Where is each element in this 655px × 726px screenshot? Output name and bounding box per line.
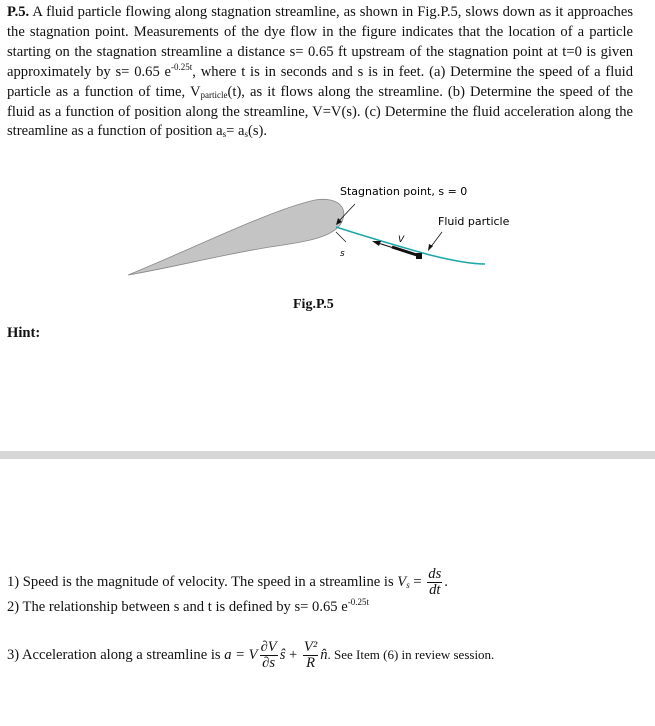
problem-subscript-particle: particle (200, 89, 228, 100)
problem-text-5: (s). (248, 123, 268, 140)
hint-item-3 (7, 640, 494, 671)
v-label: V (398, 235, 405, 245)
problem-exponent: -0.25t (171, 61, 193, 72)
airfoil-body (128, 199, 344, 275)
item3-a: a (224, 646, 232, 663)
s-label: s (340, 249, 345, 259)
item3-n-hat: n̂ (320, 646, 328, 663)
item1-den: dt (429, 582, 441, 598)
item3-num1: ∂V (260, 639, 277, 655)
hint-item-1 (7, 567, 448, 598)
item1-lhs-sub: s (406, 579, 410, 590)
item1-text: 1) Speed is the magnitude of velocity. The speed in a streamline is (7, 573, 398, 590)
hint-label: Hint: (7, 325, 41, 341)
problem-statement (7, 3, 633, 142)
problem-subscript-s1: s (222, 129, 227, 140)
hint-item-2 (7, 599, 369, 616)
item3-den1: ∂s (262, 655, 276, 671)
item2-exp: -0.25t (347, 597, 369, 607)
item1-fraction (427, 567, 442, 598)
item3-fraction-1 (260, 640, 278, 671)
item3-plus: + (285, 646, 301, 663)
item3-s-hat: ŝ (279, 646, 286, 663)
item3-end: . See Item (6) in review session. (327, 646, 495, 662)
fluid-particle-label: Fluid particle (438, 215, 510, 228)
problem-text-3: (t), as it flows along the streamline. (b) Determine the speed of the fluid as a function of position along the streamline, V=V(s). (c) Determine the fluid acceleration along the streamline as a function of position a (7, 83, 633, 140)
item1-num: ds (428, 566, 442, 582)
item3-eq: = V (231, 646, 258, 663)
figure-svg (100, 180, 530, 300)
item1-lhs: V (397, 573, 407, 590)
item3-num2: V² (303, 639, 318, 655)
problem-text-2: , where t is in seconds and s is in feet. (a) Determine the speed of a fluid particle as a function of time, V (7, 63, 633, 100)
item1-eq: = (409, 573, 426, 590)
v-arrow-head (372, 241, 381, 246)
item2-text: 2) The relationship between s and t is defined by s= 0.65 e (7, 599, 348, 615)
section-divider (0, 451, 655, 459)
item1-end: . (444, 573, 448, 590)
particle-dot (416, 253, 422, 259)
problem-text-1: A fluid particle flowing along stagnation streamline, as shown in Fig.P.5, slows down as it approaches the stagnation point. Measurements of the dye flow in the figure indicates that the location of a particle starting on the stagnation streamline a distance s= 0.65 ft upstream of the stagnation point at t=0 is given approximately by s= 0.65 e (7, 4, 633, 80)
problem-text-4: = a (226, 123, 245, 140)
streamline (336, 227, 485, 264)
problem-subscript-s2: s (244, 129, 248, 140)
item3-text: 3) Acceleration along a streamline is (7, 646, 225, 663)
item3-den2: R (306, 655, 316, 671)
stagnation-label: Stagnation point, s = 0 (340, 185, 468, 198)
problem-label: P.5. (7, 4, 30, 20)
figure-caption: Fig.P.5 (293, 297, 334, 312)
item3-fraction-2 (303, 640, 318, 671)
s-arrow (336, 232, 346, 242)
